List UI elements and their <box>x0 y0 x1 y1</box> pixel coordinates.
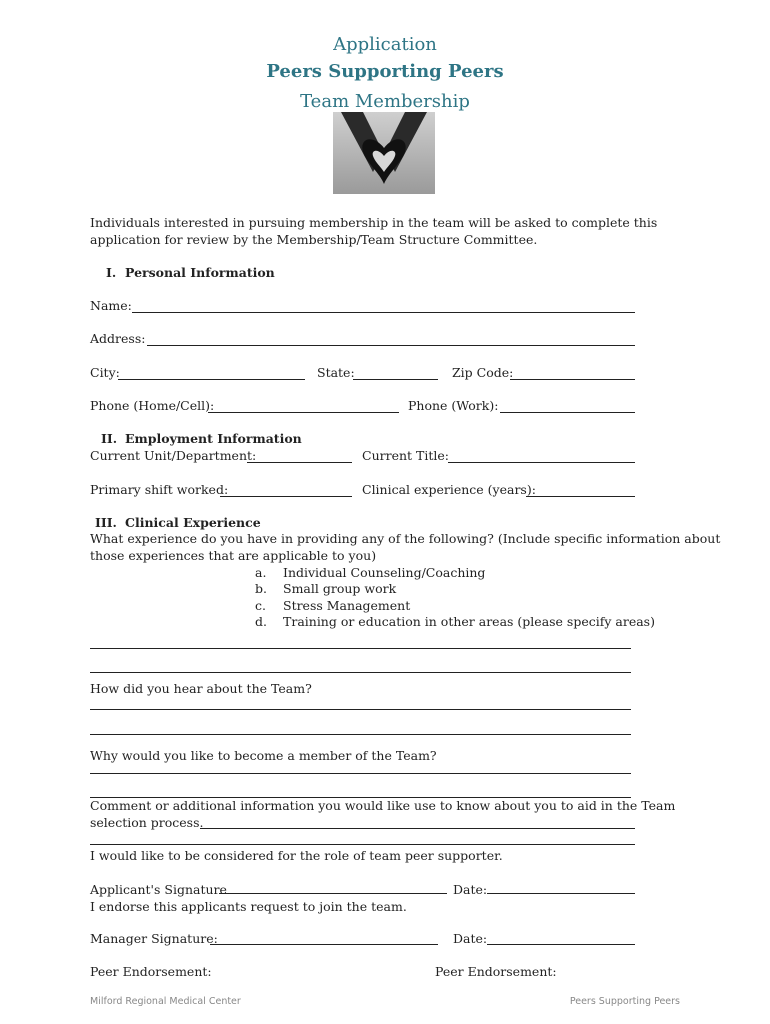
hear-answer-line[interactable] <box>90 709 631 710</box>
shift-field[interactable] <box>220 496 352 497</box>
state-label: State: <box>317 365 355 380</box>
unit-label: Current Unit/Department: <box>90 448 257 463</box>
city-field[interactable] <box>118 379 305 380</box>
shift-label: Primary shift worked: <box>90 482 229 497</box>
comment-answer-line[interactable] <box>90 844 635 845</box>
experience-question-1: What experience do you have in providing any of the following? (Include specific information about <box>90 531 721 546</box>
manager-signature-label: Manager Signature: <box>90 931 218 946</box>
item-text: Small group work <box>283 581 397 596</box>
section-3-number: III. <box>95 515 117 530</box>
experience-answer-line[interactable] <box>90 672 631 673</box>
applicant-signature-label: Applicant's Signature <box>90 882 227 897</box>
peer-endorsement-label-1: Peer Endorsement: <box>90 964 212 979</box>
intro-line-1: Individuals interested in pursuing membership in the team will be asked to complete this <box>90 215 658 230</box>
section-1-number: I. <box>106 265 117 280</box>
address-field[interactable] <box>147 345 635 346</box>
item-letter: b. <box>255 581 267 596</box>
zip-label: Zip Code: <box>452 365 514 380</box>
item-text: Individual Counseling/Coaching <box>283 565 486 580</box>
current-title-label: Current Title: <box>362 448 449 463</box>
item-text: Stress Management <box>283 598 411 613</box>
heart-hands-image <box>333 112 435 194</box>
title-application: Application <box>333 34 437 55</box>
item-letter: d. <box>255 614 267 629</box>
title-team-membership: Team Membership <box>300 91 470 112</box>
item-text: Training or education in other areas (please specify areas) <box>283 614 655 629</box>
comment-question-1: Comment or additional information you would like use to know about you to aid in the Team <box>90 798 676 813</box>
state-field[interactable] <box>353 379 438 380</box>
section-1-title: Personal Information <box>125 265 275 280</box>
city-label: City: <box>90 365 120 380</box>
name-field[interactable] <box>132 312 635 313</box>
section-3-title: Clinical Experience <box>125 515 261 530</box>
footer-organization: Milford Regional Medical Center <box>90 996 241 1007</box>
manager-date-field[interactable] <box>487 944 635 945</box>
unit-field[interactable] <box>247 462 352 463</box>
comment-question-2: selection process. <box>90 815 204 830</box>
item-letter: a. <box>255 565 267 580</box>
phone-home-label: Phone (Home/Cell): <box>90 398 215 413</box>
phone-work-field[interactable] <box>500 412 635 413</box>
section-2-number: II. <box>101 431 118 446</box>
zip-field[interactable] <box>510 379 635 380</box>
address-label: Address: <box>90 331 146 346</box>
footer-program: Peers Supporting Peers <box>569 996 680 1007</box>
section-2-title: Employment Information <box>125 431 302 446</box>
phone-home-field[interactable] <box>208 412 399 413</box>
current-title-field[interactable] <box>448 462 635 463</box>
why-question: Why would you like to become a member of the Team? <box>90 748 437 763</box>
hear-answer-line[interactable] <box>90 734 631 735</box>
applicant-date-field[interactable] <box>487 893 635 894</box>
experience-question-2: those experiences that are applicable to you) <box>90 548 377 563</box>
clinical-years-field[interactable] <box>526 496 635 497</box>
manager-signature-field[interactable] <box>210 944 438 945</box>
clinical-years-label: Clinical experience (years): <box>362 482 536 497</box>
comment-answer-line[interactable] <box>200 828 635 829</box>
item-letter: c. <box>255 598 266 613</box>
phone-work-label: Phone (Work): <box>408 398 499 413</box>
peer-endorsement-label-2: Peer Endorsement: <box>435 964 557 979</box>
intro-line-2: application for review by the Membership/Team Structure Committee. <box>90 232 538 247</box>
manager-date-label: Date: <box>453 931 488 946</box>
why-answer-line[interactable] <box>90 773 631 774</box>
experience-answer-line[interactable] <box>90 648 631 649</box>
applicant-signature-field[interactable] <box>219 893 447 894</box>
title-program: Peers Supporting Peers <box>266 61 504 82</box>
endorse-statement: I endorse this applicants request to join the team. <box>90 899 407 914</box>
hear-question: How did you hear about the Team? <box>90 681 312 696</box>
role-statement: I would like to be considered for the role of team peer supporter. <box>90 848 503 863</box>
applicant-date-label: Date: <box>453 882 488 897</box>
name-label: Name: <box>90 298 132 313</box>
